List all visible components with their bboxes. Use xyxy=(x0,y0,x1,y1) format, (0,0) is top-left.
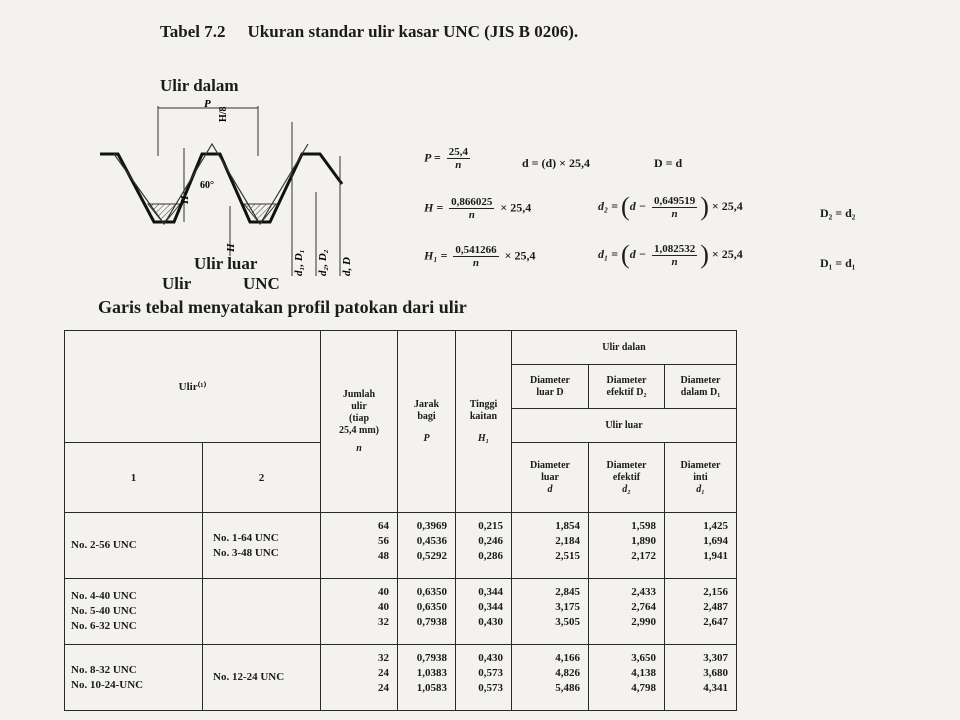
table-row xyxy=(65,645,737,711)
value-text: 2,172 xyxy=(631,550,656,562)
value-text: 24 xyxy=(378,682,389,694)
value-text: 0,6350 xyxy=(416,586,447,598)
thread-word-label: Ulir xyxy=(162,274,192,293)
value-text: 0,3969 xyxy=(416,520,447,532)
angle-label: 60° xyxy=(200,180,214,191)
value-text: 3,650 xyxy=(631,652,656,664)
value-text: 1,890 xyxy=(631,535,656,547)
thread-designation-col2 xyxy=(203,513,321,579)
value-text: 4,138 xyxy=(631,667,656,679)
value-text: 4,798 xyxy=(631,682,656,694)
value-cell-H1 xyxy=(456,579,512,645)
minor-diameter-label: d₁, D₁ xyxy=(293,249,305,276)
external-thread-label: Ulir luar xyxy=(194,254,258,273)
value-text: 0,246 xyxy=(478,535,503,547)
diagram-caption: Garis tebal menyatakan profil patokan dari ulir xyxy=(98,297,467,317)
unc-standard-table xyxy=(64,330,737,711)
value-text: 0,7938 xyxy=(416,652,447,664)
formula-pitch: P = $\frac{25,4}{n}$ xyxy=(424,146,468,171)
value-text: 1,425 xyxy=(703,520,728,532)
formula-D1: D₁ = d₁ xyxy=(820,256,856,270)
value-text: 4,166 xyxy=(555,652,580,664)
value-text: 40 xyxy=(378,601,389,613)
value-cell-P xyxy=(398,513,456,579)
value-text: 1,0583 xyxy=(416,682,447,694)
value-text: 32 xyxy=(378,652,389,664)
header-ulir: Ulir⁽¹⁾ xyxy=(65,331,321,443)
designation-text: No. 10-24-UNC xyxy=(71,678,144,691)
header-col-1: 1 xyxy=(65,443,203,513)
value-text: 0,344 xyxy=(478,586,503,598)
header-ulir-luar: Ulir luar xyxy=(512,409,737,443)
value-text: 1,598 xyxy=(631,520,656,532)
value-text: 2,433 xyxy=(631,586,656,598)
formula-d1: d₁ = (d − $\frac{1,082532}{n}$ ) × 25,4 xyxy=(598,240,743,269)
designation-text: No. 3-48 UNC xyxy=(213,546,279,559)
value-text: 2,184 xyxy=(555,535,580,547)
value-text: 2,515 xyxy=(555,550,580,562)
value-text: 1,694 xyxy=(703,535,728,547)
value-text: 4,341 xyxy=(703,682,728,694)
header-diameter-luar-D: Diameter luar D xyxy=(512,365,589,409)
designation-text: No. 12-24 UNC xyxy=(213,671,285,683)
value-text: 2,647 xyxy=(703,616,728,628)
unc-label: UNC xyxy=(243,274,280,293)
value-text: 0,286 xyxy=(478,550,503,562)
header-diameter-luar-d: Diameter luar d xyxy=(512,443,589,513)
value-cell-d1 xyxy=(665,645,737,711)
thread-designation-col2 xyxy=(203,645,321,711)
thread-designation-col1 xyxy=(65,645,203,711)
value-cell-P xyxy=(398,579,456,645)
value-text: 3,307 xyxy=(703,652,728,664)
value-text: 0,344 xyxy=(478,601,503,613)
value-text: 1,854 xyxy=(555,520,580,532)
table-title-text: Ukuran standar ulir kasar UNC (JIS B 0206). xyxy=(247,22,579,41)
value-cell-H1 xyxy=(456,645,512,711)
header-diameter-inti-d1: Diameter inti d₁ xyxy=(665,443,737,513)
header-col-2: 2 xyxy=(203,443,321,513)
major-diameter-label: d, D xyxy=(341,257,353,276)
value-cell-d xyxy=(512,645,589,711)
designation-text: No. 8-32 UNC xyxy=(71,663,137,676)
value-text: 64 xyxy=(378,520,389,532)
header-jumlah: Jumlah ulir (tiap 25,4 mm) n xyxy=(321,331,398,513)
formula-D: D = d xyxy=(654,156,683,170)
header-diameter-efektif-D2: Diameter efektif D₂ xyxy=(589,365,665,409)
designation-text: No. 2-56 UNC xyxy=(71,539,137,551)
value-cell-d xyxy=(512,579,589,645)
table-row xyxy=(65,579,737,645)
header-ulir-dalam: Ulir dalan xyxy=(512,331,737,365)
designation-text: No. 1-64 UNC xyxy=(213,531,279,544)
value-text: 40 xyxy=(378,586,389,598)
value-cell-P xyxy=(398,645,456,711)
value-text: 0,430 xyxy=(478,616,503,628)
value-text: 3,680 xyxy=(703,667,728,679)
value-text: 0,430 xyxy=(478,652,503,664)
value-cell-H1 xyxy=(456,513,512,579)
thread-designation-col2 xyxy=(203,579,321,645)
thread-designation-col1 xyxy=(65,579,203,645)
table-row xyxy=(65,513,737,579)
value-text: 4,826 xyxy=(555,667,580,679)
value-cell-d xyxy=(512,513,589,579)
thread-designation-col1 xyxy=(65,513,203,579)
value-text: 32 xyxy=(378,616,389,628)
formula-d: d = (d) × 25,4 xyxy=(522,156,591,170)
value-text: 3,175 xyxy=(555,601,580,613)
value-text: 2,487 xyxy=(703,601,728,613)
value-text: 2,764 xyxy=(631,601,656,613)
value-text: 2,156 xyxy=(703,586,728,598)
value-cell-n xyxy=(321,645,398,711)
designation-text: No. 6-32 UNC xyxy=(71,620,137,632)
header-diameter-efektif-d2: Diameter efektif d₂ xyxy=(589,443,665,513)
value-cell-d2 xyxy=(589,513,665,579)
height-h-label: H xyxy=(179,195,191,204)
value-cell-d1 xyxy=(665,579,737,645)
designation-text: No. 4-40 UNC xyxy=(71,590,137,602)
value-text: 0,573 xyxy=(478,682,503,694)
basic-profile-line xyxy=(100,154,342,222)
value-text: 0,6350 xyxy=(416,601,447,613)
value-text: 3,505 xyxy=(555,616,580,628)
header-diameter-dalam-D1: Diameter dalam D₁ xyxy=(665,365,737,409)
internal-thread-label: Ulir dalam xyxy=(160,76,239,95)
header-jarak: Jarak bagi P xyxy=(398,331,456,513)
value-text: 56 xyxy=(378,535,389,547)
table-number: Tabel 7.2 xyxy=(160,22,226,41)
value-text: 0,4536 xyxy=(416,535,447,547)
formula-H: H = $\frac{0,866025}{n}$ × 25,4 xyxy=(424,196,532,221)
table-title xyxy=(160,22,578,42)
formula-D2: D₂ = d₂ xyxy=(820,206,856,220)
value-text: 0,5292 xyxy=(416,550,447,562)
value-text: 1,941 xyxy=(703,550,728,562)
value-cell-d1 xyxy=(665,513,737,579)
value-cell-d2 xyxy=(589,579,665,645)
value-text: 0,573 xyxy=(478,667,503,679)
value-text: 48 xyxy=(378,550,389,562)
h-eighth-label: H/8 xyxy=(218,106,229,122)
height-h1-label: H xyxy=(225,243,237,252)
value-text: 0,215 xyxy=(478,520,503,532)
value-cell-n xyxy=(321,579,398,645)
value-cell-n xyxy=(321,513,398,579)
pitch-symbol: P xyxy=(204,98,211,110)
value-text: 2,990 xyxy=(631,616,656,628)
value-text: 0,7938 xyxy=(416,616,447,628)
value-text: 1,0383 xyxy=(416,667,447,679)
formula-H1: H₁ = $\frac{0,541266}{n}$ × 25,4 xyxy=(424,244,536,269)
designation-text: No. 5-40 UNC xyxy=(71,605,137,617)
pitch-diameter-label: d₂, D₂ xyxy=(317,249,329,276)
value-text: 24 xyxy=(378,667,389,679)
value-cell-d2 xyxy=(589,645,665,711)
value-text: 2,845 xyxy=(555,586,580,598)
formula-d2: d₂ = (d − $\frac{0,649519}{n}$ ) × 25,4 xyxy=(598,192,743,221)
table-body xyxy=(65,513,737,711)
value-text: 5,486 xyxy=(555,682,580,694)
header-tinggi: Tinggi kaitan H₁ xyxy=(456,331,512,513)
